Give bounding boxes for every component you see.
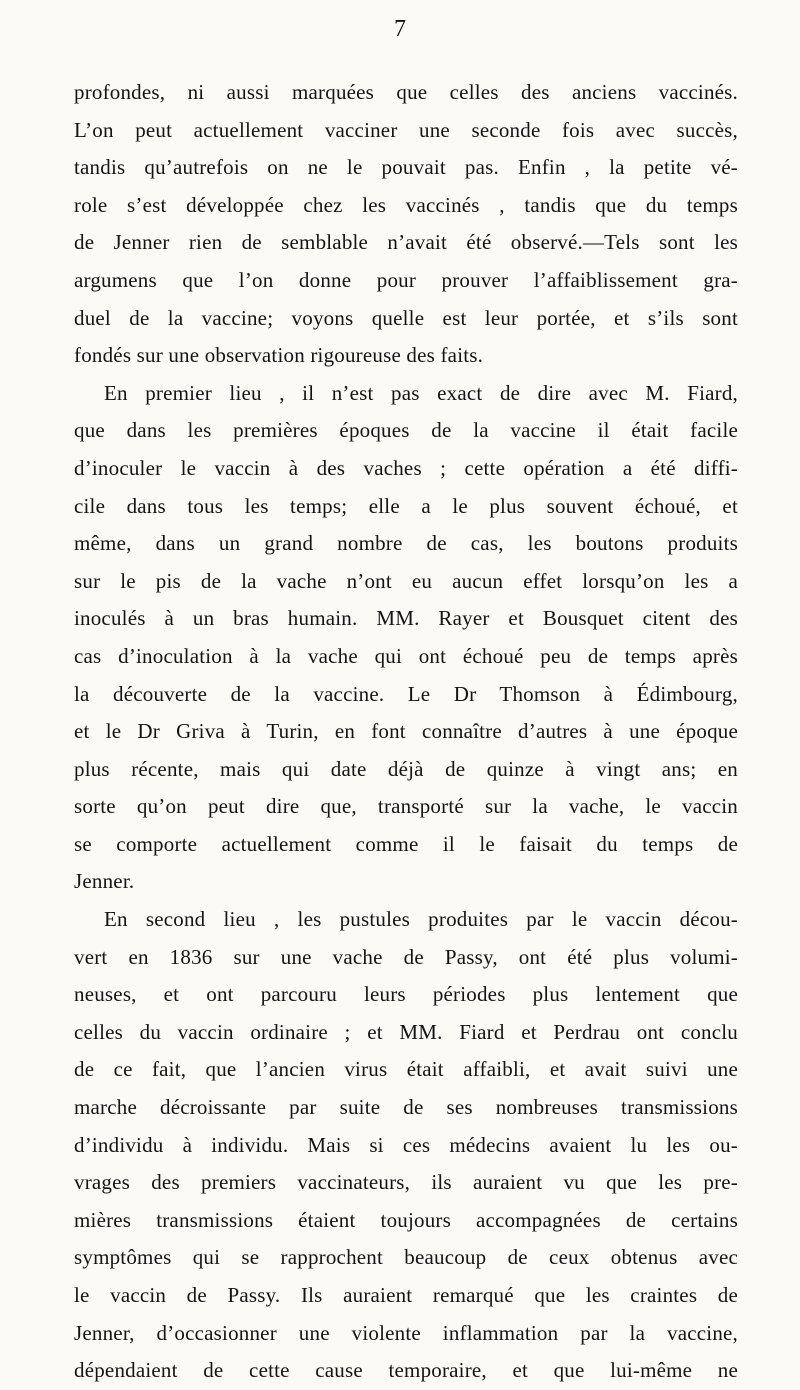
text-line: dépendaient de cette cause temporaire, et que lui-même ne (74, 1358, 738, 1383)
text-line: profondes, ni aussi marquées que celles des anciens vaccinés. (74, 80, 738, 104)
text-line: et le Dr Griva à Turin, en font connaître d’autres à une époque (74, 719, 738, 744)
text-line: tandis qu’autrefois on ne le pouvait pas. Enfin , la petite vé- (74, 155, 738, 180)
text-line: mières transmissions étaient toujours accompagnées de certains (74, 1207, 738, 1232)
text-line: le vaccin de Passy. Ils auraient remarqué que les craintes de (74, 1283, 738, 1307)
paragraph-end-line: fondés sur une observation rigoureuse des faits. (74, 343, 484, 368)
text-line: neuses, et ont parcouru leurs périodes plus lentement que (74, 982, 738, 1007)
text-line: celles du vaccin ordinaire ; et MM. Fiard et Perdrau ont conclu (74, 1019, 738, 1044)
text-line: vrages des premiers vaccinateurs, ils auraient vu que les pre- (74, 1170, 738, 1195)
text-line: que dans les premières époques de la vaccine il était facile (74, 418, 738, 443)
text-line: duel de la vaccine; voyons quelle est leur portée, et s’ils sont (74, 305, 738, 330)
text-line: L’on peut actuellement vacciner une seconde fois avec succès, (74, 117, 738, 142)
text-line: role s’est développée chez les vaccinés , tandis que du temps (74, 192, 738, 217)
text-line: d’inoculer le vaccin à des vaches ; cette opération a été diffi- (74, 455, 738, 480)
text-line: la découverte de la vaccine. Le Dr Thomson à Édimbourg, (74, 681, 738, 706)
text-line: argumens que l’on donne pour prouver l’affaiblissement gra- (74, 267, 738, 292)
text-line: se comporte actuellement comme il le faisait du temps de (74, 831, 738, 856)
text-line: marche décroissante par suite de ses nombreuses transmissions (74, 1095, 738, 1120)
text-line: sur le pis de la vache n’ont eu aucun effet lorsqu’on les a (74, 568, 738, 593)
text-line: cas d’inoculation à la vache qui ont échoué peu de temps après (74, 643, 738, 668)
text-line: de Jenner rien de semblable n’avait été observé.—Tels sont les (74, 230, 738, 255)
text-line: même, dans un grand nombre de cas, les boutons produits (74, 531, 738, 556)
text-line: En second lieu , les pustules produites par le vaccin décou- (104, 907, 738, 932)
text-line: sorte qu’on peut dire que, transporté sur la vache, le vaccin (74, 794, 738, 819)
text-line: plus récente, mais qui date déjà de quinze à vingt ans; en (74, 756, 738, 781)
text-line: Jenner, d’occasionner une violente inflammation par la vaccine, (74, 1320, 738, 1345)
text-line: vert en 1836 sur une vache de Passy, ont été plus volumi- (74, 944, 738, 969)
text-line: inoculés à un bras humain. MM. Rayer et Bousquet citent des (74, 606, 738, 631)
paragraph-end-line: Jenner. (74, 869, 135, 894)
text-line: d’individu à individu. Mais si ces médecins avaient lu les ou- (74, 1132, 738, 1157)
text-line: cile dans tous les temps; elle a le plus souvent échoué, et (74, 493, 738, 518)
body-text (74, 74, 738, 1390)
page-number: 7 (394, 16, 406, 42)
text-line: symptômes qui se rapprochent beaucoup de ceux obtenus avec (74, 1245, 738, 1270)
text-line: En premier lieu , il n’est pas exact de dire avec M. Fiard, (104, 380, 738, 405)
text-line: de ce fait, que l’ancien virus était affaibli, et avait suivi une (74, 1057, 738, 1082)
